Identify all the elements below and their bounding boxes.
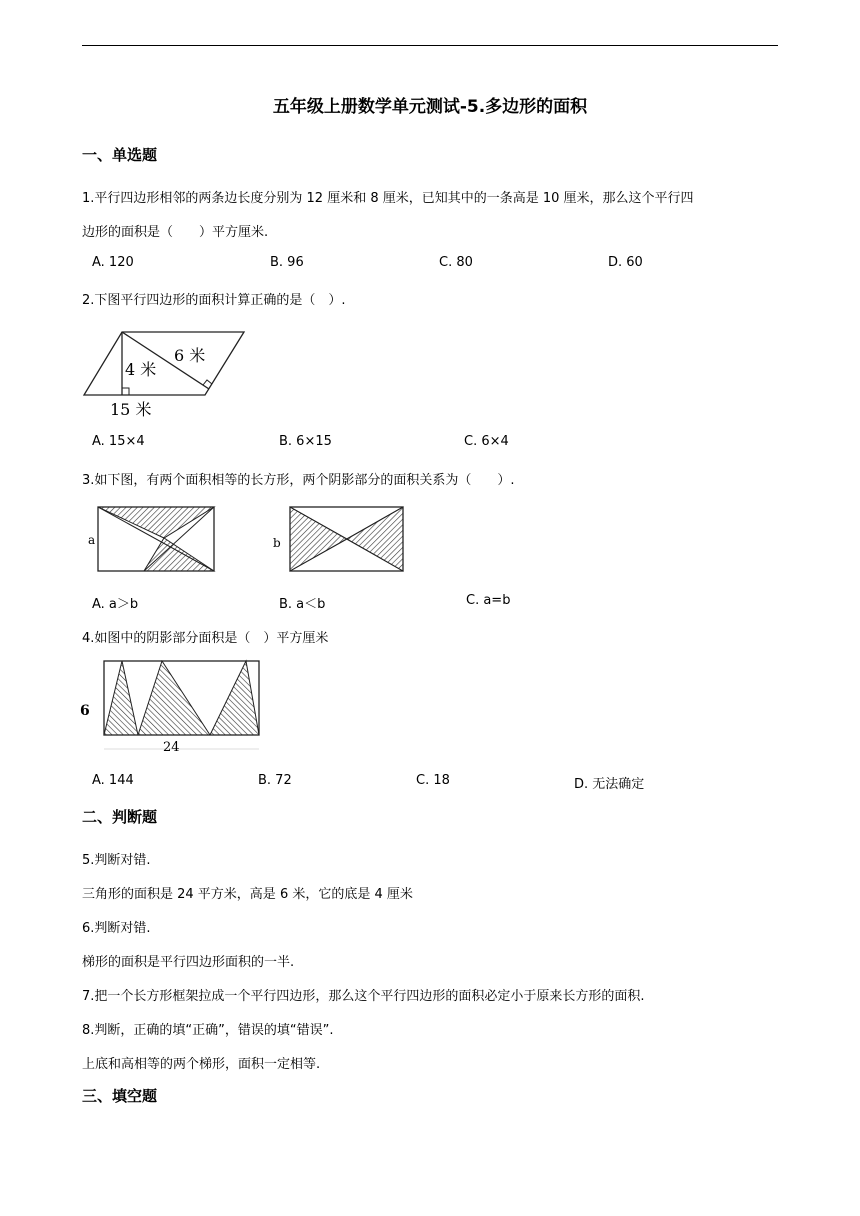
q3-option-c[interactable]: C. a=b — [466, 593, 511, 608]
q4-option-b[interactable]: B. 72 — [258, 773, 292, 788]
q4-width-label: 24 — [163, 740, 180, 755]
page-title: 五年级上册数学单元测试-5.多边形的面积 — [272, 97, 588, 117]
q1-text-line1: 1.平行四边形相邻的两条边长度分别为 12 厘米和 8 厘米，已知其中的一条高是 10 厘米，那么这个平行四 — [82, 191, 694, 206]
q8-text-line2: 上底和高相等的两个梯形，面积一定相等. — [82, 1057, 321, 1072]
q3-label-a: a — [88, 533, 96, 547]
q2-parallelogram-figure — [82, 325, 247, 420]
q2-text: 2.下图平行四边形的面积计算正确的是（ ）. — [82, 293, 346, 308]
q2-base-label: 15 米 — [110, 400, 152, 419]
q2-option-a[interactable]: A. 15×4 — [92, 434, 145, 449]
header-rule — [82, 45, 778, 46]
q1-option-a[interactable]: A. 120 — [92, 255, 134, 270]
q1-text-line2: 边形的面积是（ ）平方厘米. — [82, 225, 269, 240]
q5-text-line2: 三角形的面积是 24 平方米，高是 6 米，它的底是 4 厘米 — [82, 887, 413, 902]
q4-option-d[interactable]: D. 无法确定 — [574, 777, 645, 792]
q4-option-c[interactable]: C. 18 — [416, 773, 450, 788]
q2-diagonal-label: 6 米 — [174, 346, 206, 365]
q1-option-d[interactable]: D. 60 — [608, 255, 643, 270]
q2-option-c[interactable]: C. 6×4 — [464, 434, 509, 449]
q4-option-a[interactable]: A. 144 — [92, 773, 134, 788]
section-heading-true-false: 二、判断题 — [82, 808, 158, 826]
q2-option-b[interactable]: B. 6×15 — [279, 434, 332, 449]
section-heading-single-choice: 一、单选题 — [82, 146, 158, 164]
q4-height-label: 6 — [80, 703, 90, 719]
q4-text: 4.如图中的阴影部分面积是（ ）平方厘米 — [82, 631, 329, 646]
q1-option-b[interactable]: B. 96 — [270, 255, 304, 270]
q2-height-label: 4 米 — [125, 360, 157, 379]
q1-option-c[interactable]: C. 80 — [439, 255, 473, 270]
q3-text: 3.如下图，有两个面积相等的长方形，两个阴影部分的面积关系为（ ）. — [82, 473, 515, 488]
q3-label-b: b — [273, 536, 281, 550]
q8-text-line1: 8.判断，正确的填“正确”，错误的填“错误”. — [82, 1023, 334, 1038]
q3-option-b[interactable]: B. a＜b — [279, 597, 326, 612]
q5-text-line1: 5.判断对错. — [82, 853, 151, 868]
q3-rectangles-figure — [82, 500, 412, 575]
q6-text-line1: 6.判断对错. — [82, 921, 151, 936]
q3-option-a[interactable]: A. a＞b — [92, 597, 139, 612]
q7-text-line1: 7.把一个长方形框架拉成一个平行四边形，那么这个平行四边形的面积必定小于原来长方形的面积. — [82, 989, 645, 1004]
section-heading-fill-blank: 三、填空题 — [82, 1087, 158, 1105]
q6-text-line2: 梯形的面积是平行四边形面积的一半. — [82, 955, 295, 970]
q4-shaded-triangles-figure — [78, 656, 263, 756]
